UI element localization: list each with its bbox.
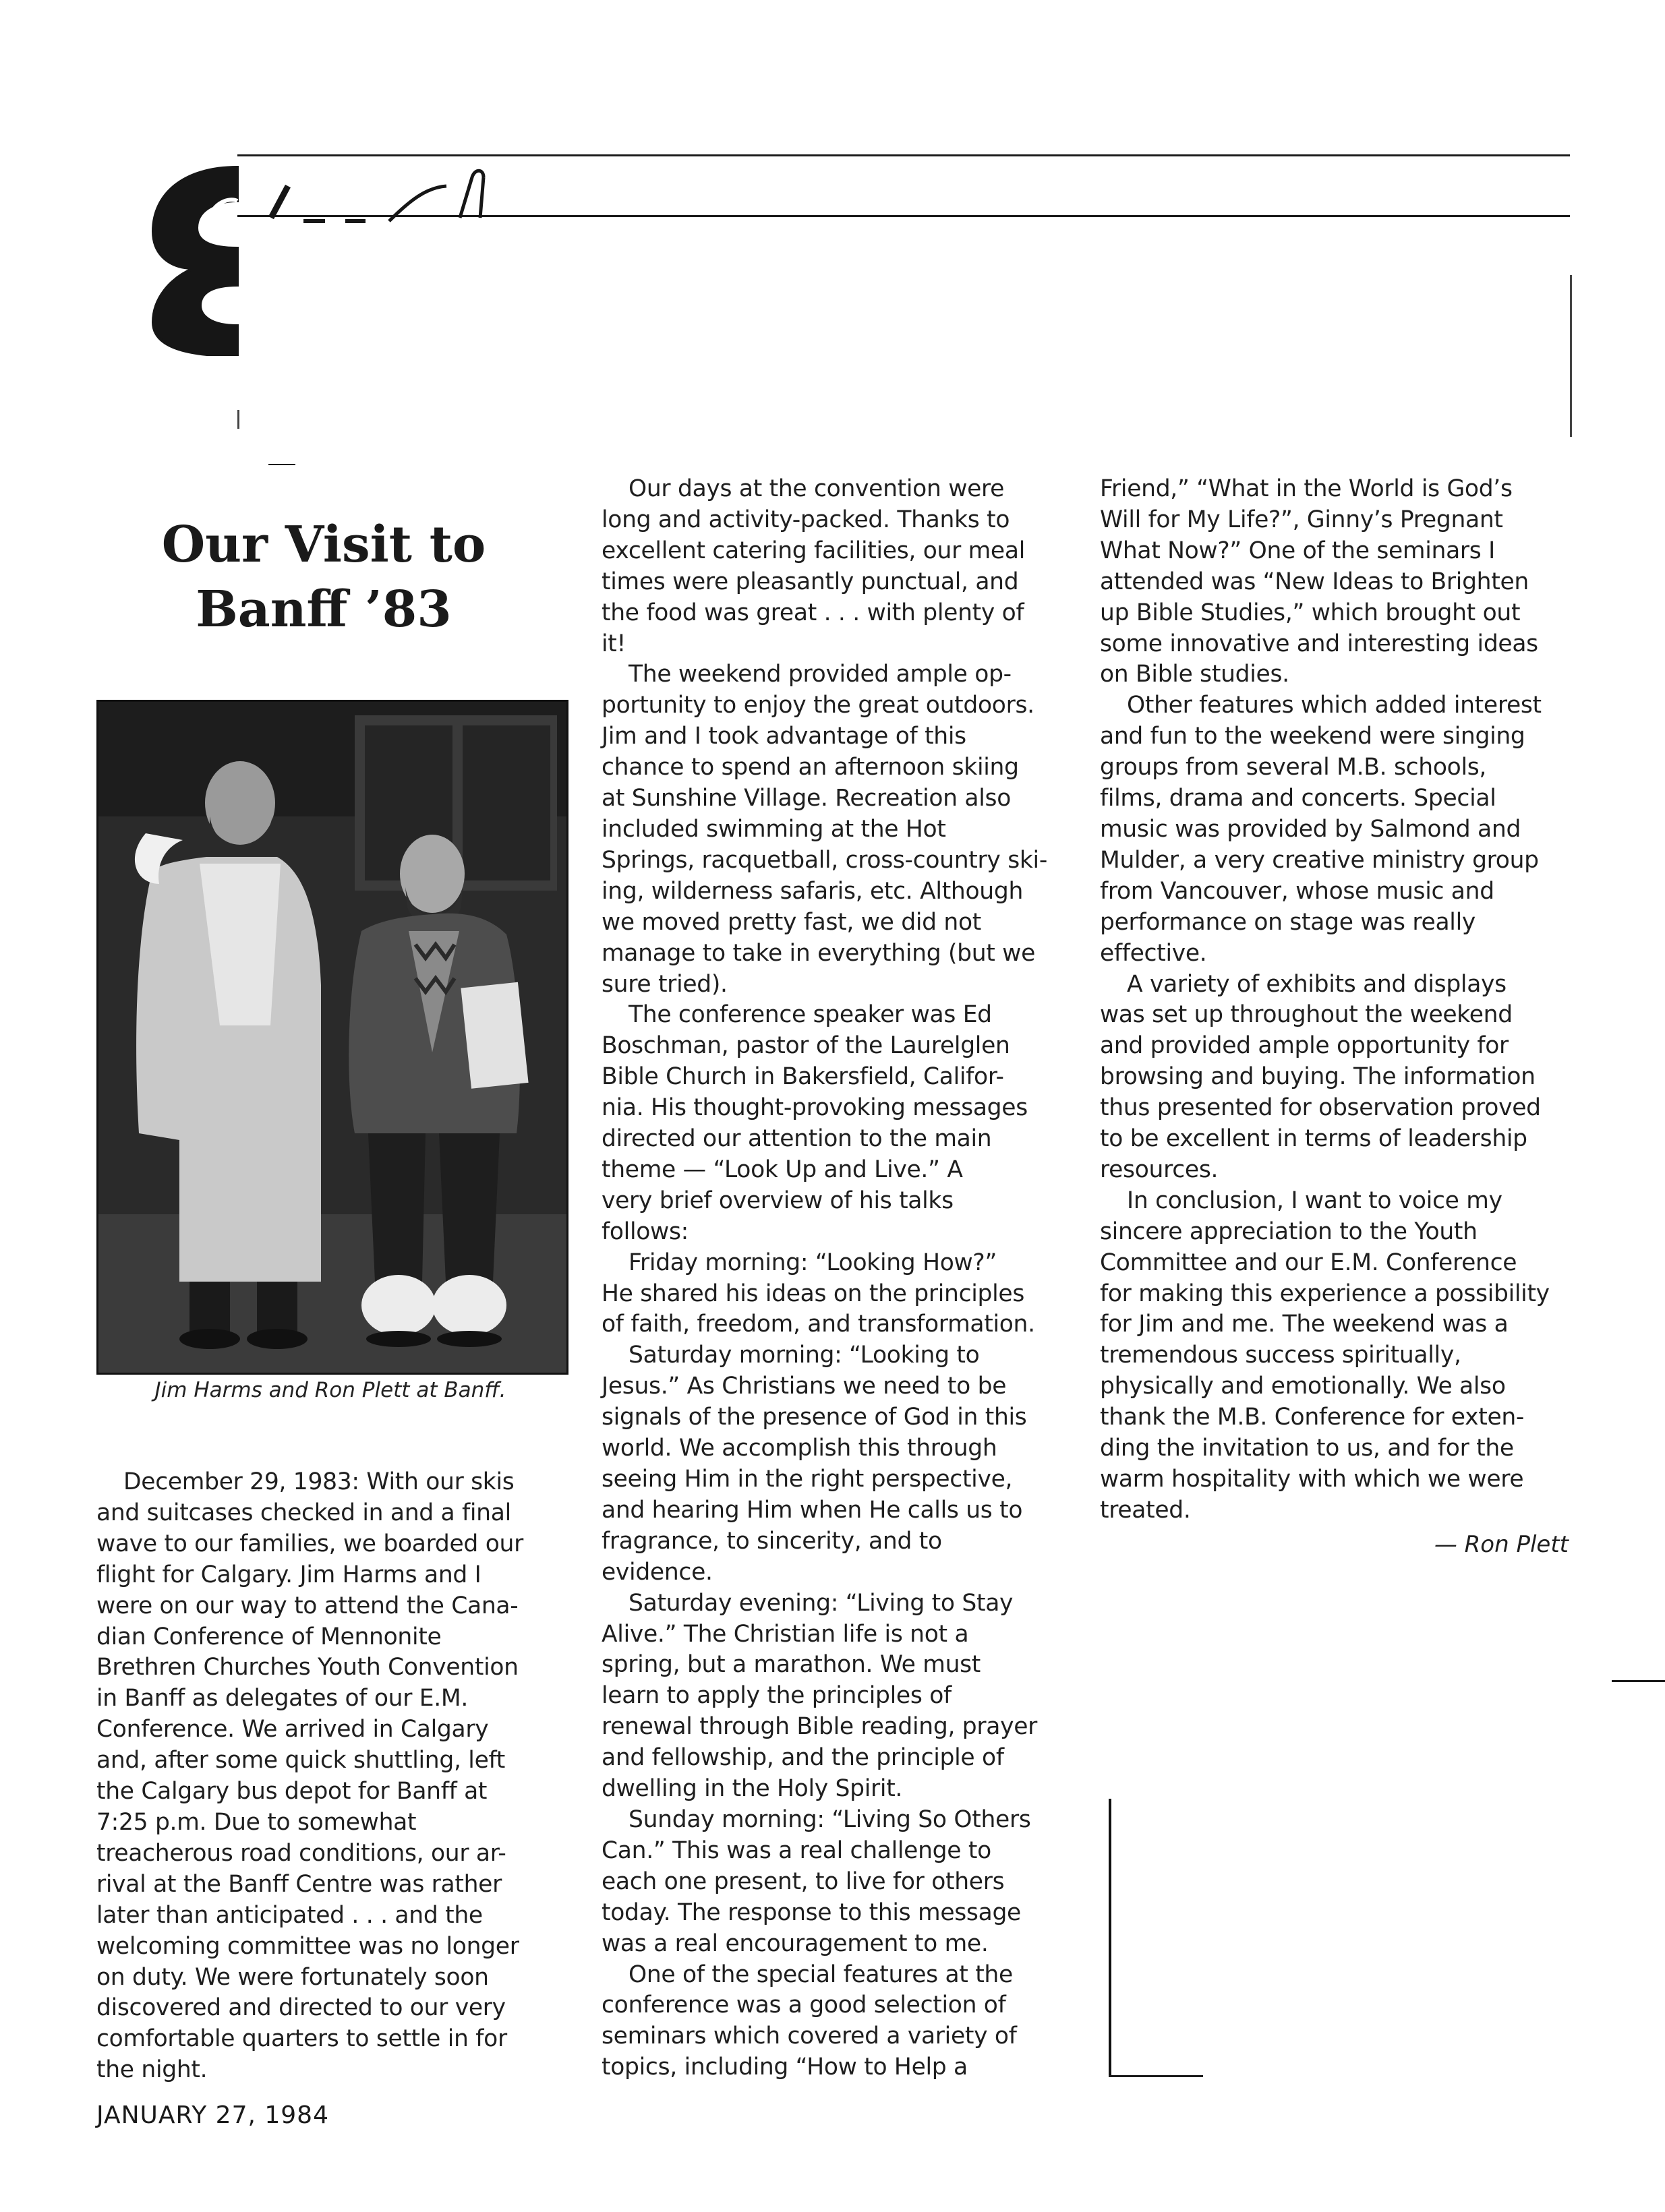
text-line: today. The response to this message bbox=[602, 1899, 1021, 1926]
text-line: browsing and buying. The information bbox=[1100, 1063, 1536, 1091]
margin-bracket bbox=[1109, 1799, 1111, 2076]
text-line: of faith, freedom, and transformation. bbox=[602, 1311, 1035, 1338]
text-line: Jim and I took advantage of this bbox=[602, 723, 966, 750]
text-line: we moved pretty fast, we did not bbox=[602, 908, 982, 936]
text-line: the food was great . . . with plenty of bbox=[602, 599, 1024, 626]
text-line: comfortable quarters to settle in for bbox=[96, 2025, 507, 2053]
text-line: seminars which covered a variety of bbox=[602, 2023, 1017, 2050]
text-line: discovered and directed to our very bbox=[96, 1994, 506, 2022]
text-line: ing, wilderness safaris, etc. Although bbox=[602, 877, 1024, 905]
text-line: chance to spend an afternoon skiing bbox=[602, 754, 1019, 781]
text-line: ding the invitation to us, and for the bbox=[1100, 1435, 1514, 1462]
text-line: some innovative and interesting ideas bbox=[1100, 630, 1538, 657]
text-line: thank the M.B. Conference for exten- bbox=[1100, 1404, 1525, 1431]
text-line: Other features which added interest bbox=[1127, 692, 1542, 719]
text-line: world. We accomplish this through bbox=[602, 1435, 997, 1462]
article-column-3 bbox=[1100, 474, 1572, 1526]
text-line: fragrance, to sincerity, and to bbox=[602, 1527, 942, 1555]
photo-caption: Jim Harms and Ron Plett at Banff. bbox=[154, 1378, 506, 1402]
text-line: later than anticipated . . . and the bbox=[96, 1901, 483, 1929]
text-line: manage to take in everything (but we bbox=[602, 939, 1036, 967]
text-line: Saturday morning: “Looking to bbox=[629, 1342, 980, 1369]
text-line: signals of the presence of God in this bbox=[602, 1404, 1027, 1431]
text-line: at Sunshine Village. Recreation also bbox=[602, 785, 1012, 812]
text-line: in Banff as delegates of our E.M. bbox=[96, 1685, 469, 1712]
masthead-small-dash bbox=[268, 464, 295, 465]
text-line: warm hospitality with which we were bbox=[1100, 1466, 1524, 1493]
text-line: follows: bbox=[602, 1218, 689, 1245]
text-line: long and activity-packed. Thanks to bbox=[602, 506, 1010, 533]
text-line: resources. bbox=[1100, 1156, 1219, 1183]
text-line: each one present, to live for others bbox=[602, 1867, 1005, 1895]
text-line: were on our way to attend the Cana- bbox=[96, 1592, 519, 1619]
text-line: welcoming committee was no longer bbox=[96, 1932, 519, 1960]
text-line: dwelling in the Holy Spirit. bbox=[602, 1775, 903, 1803]
text-line: for Jim and me. The weekend was a bbox=[1100, 1311, 1509, 1338]
text-line: and suitcases checked in and a final bbox=[96, 1499, 511, 1526]
text-line: nia. His thought-provoking messages bbox=[602, 1094, 1028, 1122]
text-line: films, drama and concerts. Special bbox=[1100, 785, 1496, 812]
text-line: December 29, 1983: With our skis bbox=[123, 1468, 515, 1495]
text-line: very brief overview of his talks bbox=[602, 1187, 954, 1214]
text-line: and provided ample opportunity for bbox=[1100, 1032, 1509, 1060]
text-line: The weekend provided ample op- bbox=[629, 661, 1012, 688]
text-line: Mulder, a very creative ministry group bbox=[1100, 846, 1539, 874]
text-line: and fun to the weekend were singing bbox=[1100, 723, 1525, 750]
text-line: dian Conference of Mennonite bbox=[96, 1623, 442, 1650]
text-line: from Vancouver, whose music and bbox=[1100, 877, 1494, 905]
text-line: and fellowship, and the principle of bbox=[602, 1744, 1004, 1772]
text-line: music was provided by Salmond and bbox=[1100, 815, 1521, 843]
text-line: Boschman, pastor of the Laurelglen bbox=[602, 1032, 1010, 1060]
text-line: the Calgary bus depot for Banff at bbox=[96, 1778, 488, 1805]
text-line: directed our attention to the main bbox=[602, 1125, 992, 1153]
text-line: Committee and our E.M. Conference bbox=[1100, 1249, 1517, 1276]
text-line: and hearing Him when He calls us to bbox=[602, 1496, 1023, 1524]
article-headline bbox=[128, 512, 519, 642]
text-line: theme — “Look Up and Live.” A bbox=[602, 1156, 963, 1183]
article-column-2 bbox=[602, 474, 1087, 2083]
text-line: He shared his ideas on the principles bbox=[602, 1280, 1025, 1307]
text-line: The conference speaker was Ed bbox=[629, 1001, 992, 1029]
text-line: performance on stage was really bbox=[1100, 908, 1476, 936]
text-line: portunity to enjoy the great outdoors. bbox=[602, 692, 1034, 719]
headline-line-1: Our Visit to bbox=[161, 516, 486, 574]
photo-two-men bbox=[98, 702, 566, 1373]
text-line: and, after some quick shuttling, left bbox=[96, 1747, 505, 1774]
section-logo-fragment bbox=[143, 154, 615, 356]
text-line: conference was a good selection of bbox=[602, 1992, 1006, 2019]
margin-mark bbox=[1612, 1680, 1665, 1682]
text-line: effective. bbox=[1100, 939, 1207, 967]
text-line: it! bbox=[602, 630, 626, 657]
text-line: rival at the Banff Centre was rather bbox=[96, 1870, 502, 1898]
text-line: was a real encouragement to me. bbox=[602, 1930, 989, 1957]
margin-bracket-foot bbox=[1109, 2075, 1203, 2077]
text-line: was set up throughout the weekend bbox=[1100, 1001, 1513, 1029]
text-line: excellent catering facilities, our meal bbox=[602, 537, 1025, 564]
text-line: up Bible Studies,” which brought out bbox=[1100, 599, 1521, 626]
text-line: thus presented for observation proved bbox=[1100, 1094, 1541, 1122]
text-line: 7:25 p.m. Due to somewhat bbox=[96, 1808, 417, 1836]
text-line: Alive.” The Christian life is not a bbox=[602, 1620, 969, 1648]
text-line: Jesus.” As Christians we need to be bbox=[602, 1373, 1007, 1400]
text-line: renewal through Bible reading, prayer bbox=[602, 1713, 1038, 1741]
text-line: Sunday morning: “Living So Others bbox=[629, 1805, 1031, 1833]
text-line: flight for Calgary. Jim Harms and I bbox=[96, 1561, 481, 1588]
text-line: on Bible studies. bbox=[1100, 661, 1289, 688]
text-line: on duty. We were fortunately soon bbox=[96, 1963, 489, 1991]
text-line: A variety of exhibits and displays bbox=[1127, 970, 1507, 998]
text-line: treacherous road conditions, our ar- bbox=[96, 1839, 506, 1867]
text-line: times were pleasantly punctual, and bbox=[602, 568, 1019, 595]
headline-line-2: Banff ’83 bbox=[196, 580, 452, 638]
text-line: Springs, racquetball, cross-country ski- bbox=[602, 846, 1047, 874]
text-line: spring, but a marathon. We must bbox=[602, 1651, 981, 1679]
text-line: Can.” This was a real challenge to bbox=[602, 1836, 991, 1864]
text-line: to be excellent in terms of leadership bbox=[1100, 1125, 1527, 1153]
text-line: sure tried). bbox=[602, 970, 728, 998]
text-line: wave to our families, we boarded our bbox=[96, 1530, 523, 1557]
text-line: Our days at the convention were bbox=[629, 475, 1005, 502]
text-line: Friend,” “What in the World is God’s bbox=[1100, 475, 1513, 502]
text-line: Conference. We arrived in Calgary bbox=[96, 1716, 489, 1743]
text-line: attended was “New Ideas to Brighten bbox=[1100, 568, 1529, 595]
text-line: seeing Him in the right perspective, bbox=[602, 1466, 1013, 1493]
text-line: sincere appreciation to the Youth bbox=[1100, 1218, 1478, 1245]
text-line: Saturday evening: “Living to Stay bbox=[629, 1589, 1014, 1617]
text-line: treated. bbox=[1100, 1496, 1191, 1524]
masthead-left-tick bbox=[237, 410, 239, 429]
text-line: groups from several M.B. schools, bbox=[1100, 754, 1487, 781]
text-line: topics, including “How to Help a bbox=[602, 2054, 968, 2081]
text-line: evidence. bbox=[602, 1558, 713, 1586]
text-line: In conclusion, I want to voice my bbox=[1127, 1187, 1502, 1214]
text-line: learn to apply the principles of bbox=[602, 1682, 952, 1710]
text-line: What Now?” One of the seminars I bbox=[1100, 537, 1496, 564]
text-line: tremendous success spiritually, bbox=[1100, 1342, 1461, 1369]
text-line: Bible Church in Bakersfield, Califor- bbox=[602, 1063, 1004, 1091]
article-photo bbox=[96, 700, 568, 1375]
text-line: the night. bbox=[96, 2056, 208, 2084]
masthead-right-tick bbox=[1570, 275, 1572, 437]
text-line: Friday morning: “Looking How?” bbox=[629, 1249, 997, 1276]
text-line: One of the special features at the bbox=[629, 1961, 1013, 1988]
text-line: included swimming at the Hot bbox=[602, 815, 946, 843]
text-line: Brethren Churches Youth Convention bbox=[96, 1654, 519, 1681]
text-line: for making this experience a possibility bbox=[1100, 1280, 1550, 1307]
text-line: physically and emotionally. We also bbox=[1100, 1373, 1506, 1400]
text-line: Will for My Life?”, Ginny’s Pregnant bbox=[1100, 506, 1503, 533]
author-byline: — Ron Plett bbox=[1434, 1531, 1569, 1558]
issue-date: JANUARY 27, 1984 bbox=[96, 2101, 329, 2129]
article-column-1 bbox=[96, 1467, 568, 2086]
